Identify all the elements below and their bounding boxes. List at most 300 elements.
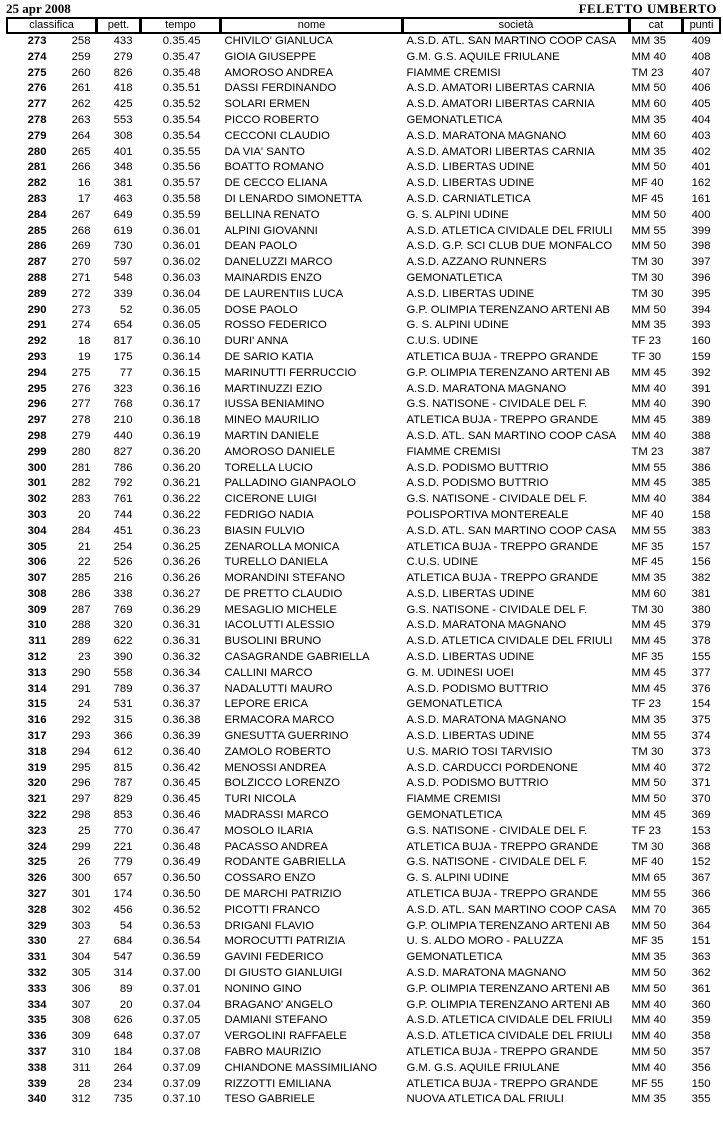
club-cell: POLISPORTIVA MONTEREALE — [406, 508, 569, 521]
bib-number-cell: 735 — [113, 1093, 133, 1106]
category-cell: MF 35 — [631, 935, 664, 948]
time-cell: 0.36.03 — [162, 271, 201, 284]
table-row — [7, 840, 721, 856]
category-cell: TF 23 — [631, 335, 662, 348]
table-row — [7, 271, 721, 287]
time-cell: 0.36.18 — [162, 414, 201, 427]
bib-number-cell: 626 — [113, 1014, 133, 1027]
points-cell: 403 — [691, 129, 711, 142]
category-position-cell: 266 — [71, 161, 91, 174]
category-position-cell: 268 — [71, 224, 91, 237]
category-cell: MM 50 — [631, 240, 667, 253]
club-cell: A.S.D. LIBERTAS UDINE — [406, 587, 535, 600]
athlete-name-cell: AMOROSO DANIELE — [224, 445, 335, 458]
category-position-cell: 258 — [71, 35, 91, 47]
category-cell: MM 45 — [631, 666, 667, 679]
position-cell: 312 — [27, 651, 47, 664]
bib-number-cell: 769 — [113, 603, 133, 616]
category-cell: MM 50 — [631, 982, 667, 995]
time-cell: 0.36.01 — [162, 240, 201, 253]
athlete-name-cell: BUSOLINI BRUNO — [224, 635, 322, 648]
points-cell: 388 — [691, 429, 711, 442]
points-cell: 393 — [691, 319, 711, 332]
category-cell: MM 60 — [631, 98, 667, 111]
time-cell: 0.37.05 — [162, 1014, 201, 1027]
col-punti: punti — [683, 18, 721, 34]
points-cell: 395 — [691, 287, 711, 300]
club-cell: U.S. MARIO TOSI TARVISIO — [406, 745, 553, 758]
table-row — [7, 982, 721, 998]
table-row — [7, 587, 721, 603]
time-cell: 0.36.53 — [162, 919, 201, 932]
time-cell: 0.35.58 — [162, 192, 201, 205]
bib-number-cell: 338 — [113, 587, 133, 600]
time-cell: 0.35.52 — [162, 98, 201, 111]
club-cell: A.S.D. ATLETICA CIVIDALE DEL FRIULI — [406, 635, 613, 648]
bib-number-cell: 761 — [113, 493, 133, 506]
category-position-cell: 286 — [71, 587, 91, 600]
club-cell: G.P. OLIMPIA TERENZANO ARTENI AB — [406, 982, 610, 995]
bib-number-cell: 451 — [113, 524, 133, 537]
time-cell: 0.36.46 — [162, 809, 201, 822]
category-cell: MF 45 — [631, 556, 664, 569]
points-cell: 400 — [691, 208, 711, 221]
table-row — [7, 666, 721, 682]
time-cell: 0.35.57 — [162, 177, 201, 190]
club-cell: ATLETICA BUJA - TREPPO GRANDE — [406, 350, 599, 363]
category-position-cell: 297 — [71, 793, 91, 806]
category-cell: MM 35 — [631, 35, 667, 47]
athlete-name-cell: MINEO MAURILIO — [224, 414, 320, 427]
position-cell: 290 — [27, 303, 47, 316]
category-cell: MM 40 — [631, 429, 667, 442]
points-cell: 409 — [691, 35, 711, 47]
category-cell: MM 40 — [631, 398, 667, 411]
bib-number-cell: 20 — [119, 998, 133, 1011]
club-cell: FIAMME CREMISI — [406, 793, 501, 806]
bib-number-cell: 425 — [113, 98, 133, 111]
category-cell: MM 40 — [631, 50, 667, 63]
bib-number-cell: 381 — [113, 177, 133, 190]
position-cell: 319 — [27, 761, 47, 774]
position-cell: 326 — [27, 872, 47, 885]
athlete-name-cell: CICERONE LUIGI — [224, 493, 317, 506]
points-cell: 384 — [691, 493, 711, 506]
bib-number-cell: 622 — [113, 635, 133, 648]
category-cell: MM 45 — [631, 414, 667, 427]
category-position-cell: 263 — [71, 113, 91, 126]
athlete-name-cell: CALLINI MARCO — [224, 666, 313, 679]
athlete-name-cell: DOSE PAOLO — [224, 303, 298, 316]
athlete-name-cell: ZAMOLO ROBERTO — [224, 745, 331, 758]
table-row — [7, 476, 721, 492]
position-cell: 304 — [27, 524, 47, 537]
category-position-cell: 260 — [71, 66, 91, 79]
position-cell: 281 — [27, 161, 47, 174]
position-cell: 289 — [27, 287, 47, 300]
category-cell: MF 35 — [631, 540, 664, 553]
bib-number-cell: 770 — [113, 824, 133, 837]
position-cell: 340 — [27, 1093, 47, 1106]
category-cell: MM 70 — [631, 903, 667, 916]
position-cell: 308 — [27, 587, 47, 600]
category-cell: TF 23 — [631, 698, 662, 711]
bib-number-cell: 390 — [113, 651, 133, 664]
category-position-cell: 262 — [71, 98, 91, 111]
club-cell: G.S. NATISONE - CIVIDALE DEL F. — [406, 603, 588, 616]
category-position-cell: 279 — [71, 429, 91, 442]
race-date: 25 apr 2008 — [6, 1, 71, 16]
club-cell: A.S.D. MARATONA MAGNANO — [406, 967, 567, 980]
category-position-cell: 28 — [77, 1077, 91, 1090]
position-cell: 296 — [27, 398, 47, 411]
points-cell: 402 — [691, 145, 711, 158]
time-cell: 0.36.02 — [162, 256, 201, 269]
table-row — [7, 571, 721, 587]
position-cell: 315 — [27, 698, 47, 711]
table-row — [7, 682, 721, 698]
club-cell: A.S.D. ATLETICA CIVIDALE DEL FRIULI — [406, 1030, 613, 1043]
athlete-name-cell: SOLARI ERMEN — [224, 98, 310, 111]
athlete-name-cell: COSSARO ENZO — [224, 872, 316, 885]
athlete-name-cell: MARINUTTI FERRUCCIO — [224, 366, 357, 379]
athlete-name-cell: NADALUTTI MAURO — [224, 682, 333, 695]
bib-number-cell: 308 — [113, 129, 133, 142]
position-cell: 317 — [27, 730, 47, 743]
category-cell: MM 45 — [631, 477, 667, 490]
points-cell: 391 — [691, 382, 711, 395]
bib-number-cell: 320 — [113, 619, 133, 632]
position-cell: 328 — [27, 903, 47, 916]
bib-number-cell: 210 — [113, 414, 133, 427]
time-cell: 0.37.00 — [162, 967, 201, 980]
race-title: FELETTO UMBERTO — [578, 1, 717, 16]
time-cell: 0.36.17 — [162, 398, 201, 411]
category-position-cell: 259 — [71, 50, 91, 63]
athlete-name-cell: BELLINA RENATO — [224, 208, 320, 221]
athlete-name-cell: MOROCUTTI PATRIZIA — [224, 935, 346, 948]
club-cell: ATLETICA BUJA - TREPPO GRANDE — [406, 840, 599, 853]
bib-number-cell: 779 — [113, 856, 133, 869]
club-cell: G.P. OLIMPIA TERENZANO ARTENI AB — [406, 303, 610, 316]
position-cell: 331 — [27, 951, 47, 964]
table-row — [7, 382, 721, 398]
athlete-name-cell: GNESUTTA GUERRINO — [224, 730, 349, 743]
category-cell: MM 45 — [631, 635, 667, 648]
position-cell: 337 — [27, 1046, 47, 1058]
position-cell: 329 — [27, 919, 47, 932]
category-cell: MM 35 — [631, 113, 667, 126]
category-cell: MM 50 — [631, 793, 667, 806]
bib-number-cell: 829 — [113, 793, 133, 806]
table-row — [7, 555, 721, 571]
category-position-cell: 269 — [71, 240, 91, 253]
category-position-cell: 272 — [71, 287, 91, 300]
header-row — [7, 18, 721, 34]
time-cell: 0.36.31 — [162, 635, 201, 648]
bib-number-cell: 323 — [113, 382, 133, 395]
points-cell: 372 — [691, 761, 711, 774]
points-cell: 385 — [691, 477, 711, 490]
table-row — [7, 160, 721, 176]
athlete-name-cell: MADRASSI MARCO — [224, 809, 329, 822]
category-cell: MM 50 — [631, 777, 667, 790]
category-position-cell: 261 — [71, 82, 91, 95]
position-cell: 323 — [27, 824, 47, 837]
time-cell: 0.36.27 — [162, 587, 201, 600]
athlete-name-cell: DE MARCHI PATRIZIO — [224, 888, 342, 901]
bib-number-cell: 612 — [113, 745, 133, 758]
category-position-cell: 300 — [71, 872, 91, 885]
table-row — [7, 729, 721, 745]
col-societa: società — [403, 18, 630, 34]
club-cell: ATLETICA BUJA - TREPPO GRANDE — [406, 1077, 599, 1090]
category-position-cell: 280 — [71, 445, 91, 458]
club-cell: ATLETICA BUJA - TREPPO GRANDE — [406, 1046, 599, 1058]
club-cell: G.P. OLIMPIA TERENZANO ARTENI AB — [406, 919, 610, 932]
table-row — [7, 1029, 721, 1045]
time-cell: 0.35.54 — [162, 113, 201, 126]
club-cell: A.S.D. ATL. SAN MARTINO COOP CASA — [406, 35, 617, 47]
table-row — [7, 445, 721, 461]
category-cell: MM 55 — [631, 730, 667, 743]
athlete-name-cell: FABRO MAURIZIO — [224, 1046, 322, 1058]
athlete-name-cell: DAMIANI STEFANO — [224, 1014, 328, 1027]
points-cell: 356 — [691, 1061, 711, 1074]
category-cell: MM 40 — [631, 761, 667, 774]
col-classifica: classifica — [7, 18, 97, 34]
time-cell: 0.36.42 — [162, 761, 201, 774]
category-position-cell: 265 — [71, 145, 91, 158]
club-cell: A.S.D. PODISMO BUTTRIO — [406, 777, 549, 790]
position-cell: 307 — [27, 572, 47, 585]
time-cell: 0.35.59 — [162, 208, 201, 221]
category-position-cell: 308 — [71, 1014, 91, 1027]
bib-number-cell: 547 — [113, 951, 133, 964]
time-cell: 0.36.54 — [162, 935, 201, 948]
table-row — [7, 461, 721, 477]
club-cell: A.S.D. PODISMO BUTTRIO — [406, 461, 549, 474]
club-cell: A.S.D. CARNIATLETICA — [406, 192, 531, 205]
category-position-cell: 270 — [71, 256, 91, 269]
time-cell: 0.36.49 — [162, 856, 201, 869]
table-row — [7, 540, 721, 556]
table-row — [7, 303, 721, 319]
bib-number-cell: 826 — [113, 66, 133, 79]
category-cell: MM 40 — [631, 1014, 667, 1027]
category-position-cell: 310 — [71, 1046, 91, 1058]
table-row — [7, 855, 721, 871]
category-cell: TM 30 — [631, 271, 664, 284]
table-row — [7, 129, 721, 145]
time-cell: 0.37.08 — [162, 1046, 201, 1058]
table-row — [7, 1013, 721, 1029]
table-row — [7, 776, 721, 792]
club-cell: A.S.D. ATL. SAN MARTINO COOP CASA — [406, 903, 617, 916]
club-cell: GEMONATLETICA — [406, 698, 503, 711]
table-row — [7, 1061, 721, 1077]
club-cell: G.S. NATISONE - CIVIDALE DEL F. — [406, 856, 588, 869]
position-cell: 327 — [27, 888, 47, 901]
athlete-name-cell: BRAGANO' ANGELO — [224, 998, 333, 1011]
bib-number-cell: 463 — [113, 192, 133, 205]
table-row — [7, 429, 721, 445]
club-cell: G. S. ALPINI UDINE — [406, 872, 509, 885]
category-position-cell: 289 — [71, 635, 91, 648]
category-position-cell: 306 — [71, 982, 91, 995]
bib-number-cell: 597 — [113, 256, 133, 269]
club-cell: A.S.D. LIBERTAS UDINE — [406, 730, 535, 743]
time-cell: 0.36.01 — [162, 224, 201, 237]
points-cell: 361 — [691, 982, 711, 995]
category-position-cell: 23 — [77, 651, 91, 664]
athlete-name-cell: NONINO GINO — [224, 982, 302, 995]
points-cell: 380 — [691, 603, 711, 616]
points-cell: 357 — [691, 1046, 711, 1058]
table-row — [7, 603, 721, 619]
category-position-cell: 287 — [71, 603, 91, 616]
category-position-cell: 311 — [72, 1061, 91, 1074]
category-position-cell: 27 — [77, 935, 91, 948]
category-position-cell: 288 — [71, 619, 91, 632]
time-cell: 0.36.50 — [162, 888, 201, 901]
category-position-cell: 24 — [77, 698, 91, 711]
position-cell: 339 — [27, 1077, 47, 1090]
time-cell: 0.36.29 — [162, 603, 201, 616]
time-cell: 0.36.45 — [162, 777, 201, 790]
time-cell: 0.36.31 — [162, 619, 201, 632]
points-cell: 373 — [691, 745, 711, 758]
table-row — [7, 192, 721, 208]
position-cell: 333 — [27, 982, 47, 995]
position-cell: 338 — [27, 1061, 47, 1074]
time-cell: 0.36.26 — [162, 572, 201, 585]
bib-number-cell: 558 — [113, 666, 133, 679]
col-cat: cat — [630, 18, 683, 34]
points-cell: 399 — [691, 224, 711, 237]
time-cell: 0.37.01 — [162, 982, 201, 995]
position-cell: 276 — [27, 82, 47, 95]
athlete-name-cell: RODANTE GABRIELLA — [224, 856, 346, 869]
position-cell: 332 — [27, 967, 47, 980]
time-cell: 0.37.10 — [162, 1093, 201, 1106]
athlete-name-cell: GAVINI FEDERICO — [224, 951, 324, 964]
table-row — [7, 697, 721, 713]
table-row — [7, 792, 721, 808]
category-position-cell: 309 — [71, 1030, 91, 1043]
category-position-cell: 19 — [77, 350, 91, 363]
table-row — [7, 176, 721, 192]
bib-number-cell: 418 — [113, 82, 133, 95]
club-cell: G.S. NATISONE - CIVIDALE DEL F. — [406, 493, 588, 506]
bib-number-cell: 744 — [113, 508, 133, 521]
category-cell: MM 40 — [631, 1061, 667, 1074]
athlete-name-cell: TORELLA LUCIO — [224, 461, 313, 474]
club-cell: FIAMME CREMISI — [406, 445, 501, 458]
time-cell: 0.36.59 — [162, 951, 201, 964]
athlete-name-cell: CECCONI CLAUDIO — [224, 129, 330, 142]
club-cell: GEMONATLETICA — [406, 951, 503, 964]
table-row — [7, 761, 721, 777]
points-cell: 405 — [691, 98, 711, 111]
athlete-name-cell: CASAGRANDE GABRIELLA — [224, 651, 370, 664]
time-cell: 0.36.23 — [162, 524, 201, 537]
category-cell: TM 30 — [631, 287, 664, 300]
points-cell: 161 — [691, 192, 711, 205]
category-position-cell: 299 — [71, 840, 91, 853]
table-row — [7, 634, 721, 650]
athlete-name-cell: DE LAURENTIIS LUCA — [224, 287, 344, 300]
bib-number-cell: 174 — [113, 888, 133, 901]
table-row — [7, 713, 721, 729]
time-cell: 0.36.25 — [162, 540, 201, 553]
athlete-name-cell: MARTIN DANIELE — [224, 429, 320, 442]
time-cell: 0.36.38 — [162, 714, 201, 727]
category-position-cell: 284 — [71, 524, 91, 537]
points-cell: 392 — [691, 366, 711, 379]
table-row — [7, 413, 721, 429]
category-position-cell: 20 — [77, 508, 91, 521]
position-cell: 313 — [27, 666, 47, 679]
category-position-cell: 312 — [71, 1093, 91, 1106]
position-cell: 325 — [27, 856, 47, 869]
category-cell: MM 55 — [631, 888, 667, 901]
position-cell: 285 — [27, 224, 47, 237]
athlete-name-cell: PICOTTI FRANCO — [224, 903, 320, 916]
points-cell: 358 — [691, 1030, 711, 1043]
table-row — [7, 208, 721, 224]
athlete-name-cell: MARTINUZZI EZIO — [224, 382, 323, 395]
category-position-cell: 305 — [71, 967, 91, 980]
table-row — [7, 492, 721, 508]
position-cell: 297 — [27, 414, 47, 427]
category-cell: TM 30 — [631, 256, 664, 269]
time-cell: 0.36.22 — [162, 493, 201, 506]
category-position-cell: 277 — [71, 398, 91, 411]
bib-number-cell: 433 — [113, 35, 133, 47]
athlete-name-cell: DE PRETTO CLAUDIO — [224, 587, 343, 600]
position-cell: 274 — [27, 50, 47, 63]
athlete-name-cell: PALLADINO GIANPAOLO — [224, 477, 356, 490]
points-cell: 407 — [691, 66, 711, 79]
category-cell: MM 50 — [631, 208, 667, 221]
category-cell: MM 35 — [631, 714, 667, 727]
category-position-cell: 16 — [77, 177, 91, 190]
position-cell: 298 — [27, 429, 47, 442]
category-cell: MM 50 — [631, 82, 667, 95]
position-cell: 322 — [27, 809, 47, 822]
club-cell: G.P. OLIMPIA TERENZANO ARTENI AB — [406, 998, 610, 1011]
club-cell: G.P. OLIMPIA TERENZANO ARTENI AB — [406, 366, 610, 379]
position-cell: 316 — [27, 714, 47, 727]
time-cell: 0.36.10 — [162, 335, 201, 348]
bib-number-cell: 619 — [113, 224, 133, 237]
position-cell: 334 — [27, 998, 47, 1011]
category-position-cell: 303 — [71, 919, 91, 932]
position-cell: 278 — [27, 113, 47, 126]
category-position-cell: 21 — [77, 540, 91, 553]
points-cell: 397 — [691, 256, 711, 269]
athlete-name-cell: CHIANDONE MASSIMILIANO — [224, 1061, 378, 1074]
category-position-cell: 25 — [77, 824, 91, 837]
category-position-cell: 274 — [71, 319, 91, 332]
category-cell: MM 35 — [631, 951, 667, 964]
time-cell: 0.36.19 — [162, 429, 201, 442]
bib-number-cell: 792 — [113, 477, 133, 490]
bib-number-cell: 553 — [113, 113, 133, 126]
category-cell: MM 50 — [631, 919, 667, 932]
bib-number-cell: 648 — [113, 1030, 133, 1043]
